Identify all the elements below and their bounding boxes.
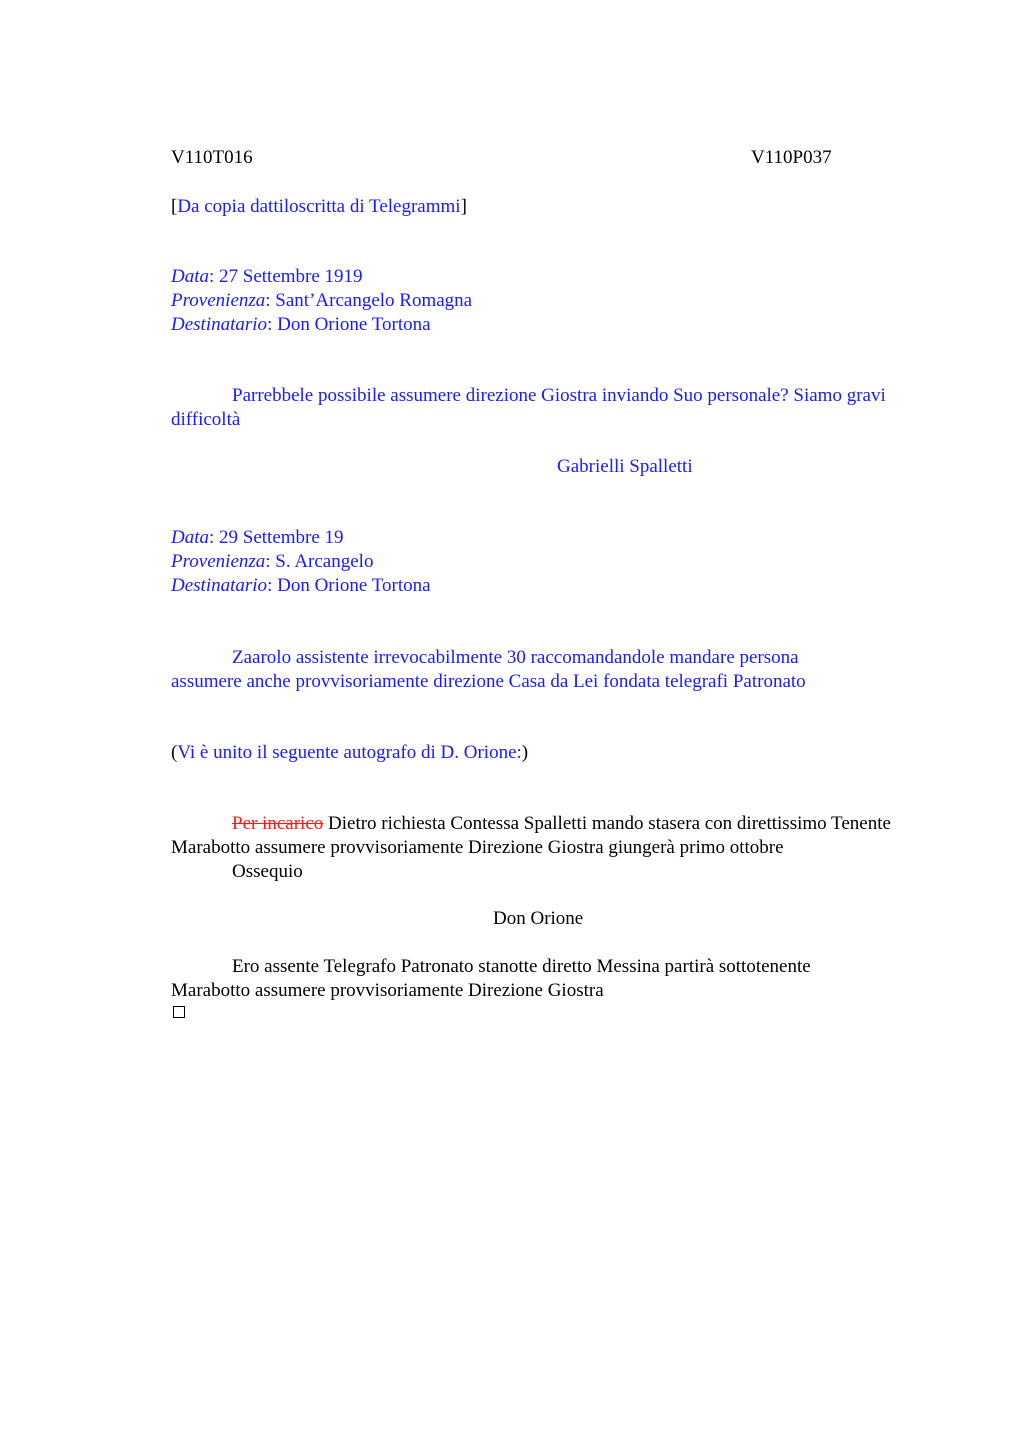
source-note-text: Da copia dattiloscritta di Telegrammi (177, 196, 461, 217)
telegram2-provenienza-value: : S. Arcangelo (265, 551, 374, 572)
telegram1-provenienza-value: : Sant’Arcangelo Romagna (265, 290, 473, 311)
autograph-signature: Don Orione (493, 908, 584, 929)
telegram2-data-line (171, 526, 911, 550)
autograph-body (171, 812, 916, 860)
telegram2-destinatario-label: Destinatario (171, 575, 268, 596)
telegram1-destinatario-value: : Don Orione Tortona (267, 314, 431, 335)
telegram2-provenienza-line (171, 550, 911, 574)
telegram2-destinatario-value: : Don Orione Tortona (267, 575, 431, 596)
autograph-note-open-paren: ( (171, 742, 178, 763)
telegram2-destinatario-line (171, 574, 911, 598)
telegram1-signature: Gabrielli Spalletti (557, 456, 693, 477)
telegram2-provenienza-label: Provenienza (171, 551, 266, 572)
document-code-right: V110P037 (751, 147, 832, 168)
telegram1-body: Parrebbele possibile assumere direzione Giostra inviando Suo personale? Siamo gravi difficoltà (171, 385, 886, 430)
source-note-close-bracket: ] (460, 196, 467, 217)
telegram2-body: Zaarolo assistente irrevocabilmente 30 raccomandandole mandare persona assumere anche provvisoriamente direzione Casa da Lei fondata telegrafi Patronato (171, 647, 806, 692)
telegram1-data-line (171, 265, 911, 289)
telegram1-data-value: : 27 Settembre 1919 (209, 266, 363, 287)
telegram2-data-value: : 29 Settembre 19 (209, 527, 344, 548)
autograph-second-body: Ero assente Telegrafo Patronato stanotte diretto Messina partirà sottotenente Marabotto assumere provvisoriamente Direzione Giostra (171, 956, 811, 1001)
telegram1-metadata (171, 265, 911, 337)
telegram1-data-label: Data (171, 266, 209, 287)
source-note (171, 195, 467, 219)
telegram1-provenienza-line (171, 289, 911, 313)
autograph-note-close-paren: ) (521, 742, 529, 763)
autograph-closing: Ossequio (232, 861, 303, 882)
telegram1-destinatario-line (171, 313, 911, 337)
document-code-left: V110T016 (171, 147, 253, 168)
end-marker-box (173, 1006, 185, 1018)
telegram2-metadata (171, 526, 911, 598)
autograph-note (171, 741, 528, 765)
telegram2-data-label: Data (171, 527, 209, 548)
telegram1-destinatario-label: Destinatario (171, 314, 268, 335)
autograph-note-text: Vi è unito il seguente autografo di D. Orione: (177, 742, 522, 763)
telegram1-provenienza-label: Provenienza (171, 290, 266, 311)
autograph-body-text: Dietro richiesta Contessa Spalletti mando stasera con direttissimo Tenente Marabotto assumere provvisoriamente Direzione Giostra giungerà primo ottobre (171, 813, 891, 858)
autograph-struck-text: Per incarico (232, 813, 324, 834)
source-note-open-bracket: [ (171, 196, 178, 217)
